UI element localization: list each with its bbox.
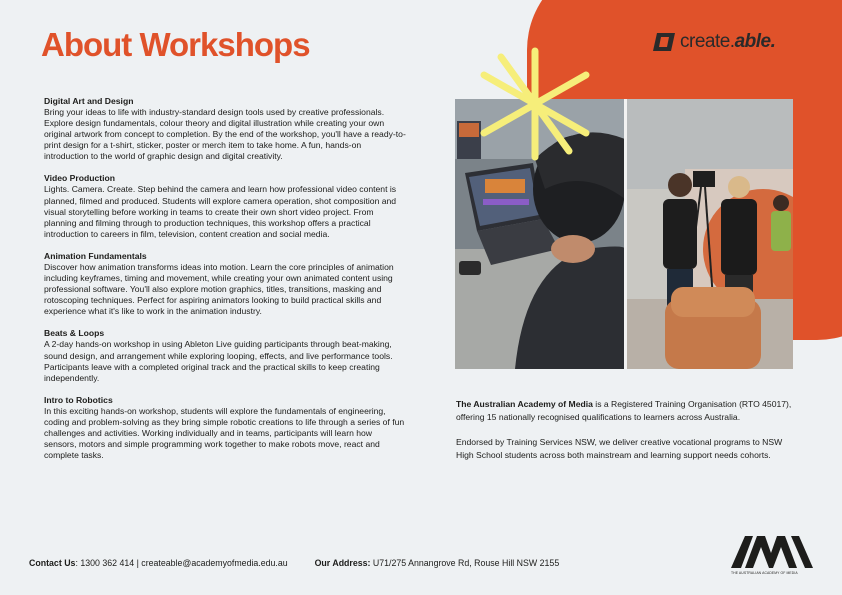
page-title: About Workshops (41, 26, 310, 63)
workshop-description: Discover how animation transforms ideas into motion. Learn the core principles of animation including keyframes, timing and movement, while creating your own animated content using professional software. You'll also explore motion graphics, titles, transitions, masking and rotoscoping techniques. Perfect for aspiring animators looking to build practical skills and experience what it's like to work in the animation industry. (44, 261, 394, 317)
createable-logo (652, 31, 775, 53)
starburst-decoration (476, 45, 594, 163)
workshop-item (44, 251, 406, 317)
academy-intro (456, 398, 796, 424)
workshop-item (44, 96, 406, 162)
workshop-list (44, 96, 406, 472)
logo-suffix: able. (734, 31, 776, 52)
workshop-title: Digital Art and Design (44, 96, 134, 106)
academy-info (456, 398, 796, 475)
workshop-description: Lights. Camera. Create. Step behind the camera and learn how professional video content is planned, filmed and produced. Students will explore camera operation, shot composition and visual storytelling before working in teams to create their own short video project. From planning and filming through to production techniques, this workshop offers a practical introduction to careers in film, television, content creation and social media. (44, 184, 397, 239)
workshop-title: Video Production (44, 173, 115, 184)
workshop-title: Intro to Robotics (44, 394, 113, 405)
logo-prefix: create. (680, 31, 735, 52)
academy-name: The Australian Academy of Media (456, 399, 593, 409)
aam-logo-icon (731, 535, 813, 569)
workshop-title: Beats & Loops (44, 328, 105, 339)
createable-logo-icon (652, 32, 676, 52)
workshop-description: In this exciting hands-on workshop, students will explore the fundamentals of engineering, coding and problem-solving as they bring simple robotic creations to life through a series of fun challenges and activities. Working individually and in teams, participants will learn how sensors, motors and simple programming work together to make robots move, react and complete tasks. (44, 405, 405, 461)
contact-details: : 1300 362 414 | createable@academyofmedia.edu.au (75, 558, 288, 568)
workshop-item (44, 395, 406, 461)
academy-intro-text: is a Registered Training Organisation (RTO 45017), offering 15 nationally recognised qualifications to learners across Australia. (456, 399, 792, 422)
workshop-description: Bring your ideas to life with industry-standard design tools used by creative professionals. Explore design fundamentals, colour theory and digital illustration while creating your own original artwork from concept to completion. By the end of the workshop, you'll have a ready-to-print design for a t-shirt, sticker, poster or merch item to take home. A fun, hands-on introduction to the world of graphic design and digital creativity. (44, 107, 406, 162)
workshop-item (44, 173, 406, 239)
address-details: U71/275 Annangrove Rd, Rouse Hill NSW 2155 (370, 558, 560, 568)
workshop-title: Animation Fundamentals (44, 250, 147, 261)
aam-logo-caption: THE AUSTRALIAN ACADEMY OF MEDIA (731, 571, 798, 575)
academy-of-media-logo (731, 535, 813, 575)
address-label: Our Address: (314, 558, 371, 568)
contact-label: Contact Us (29, 558, 76, 568)
workshop-item (44, 328, 406, 383)
footer-contact (29, 558, 559, 568)
academy-endorsement: Endorsed by Training Services NSW, we deliver creative vocational programs to NSW High School students across both mainstream and learning support needs cohorts. (456, 437, 783, 461)
workshop-description: A 2-day hands-on workshop in using Ableton Live guiding participants through beat-making, sound design, and arrangement while exploring looping, effects, and live performance tools. Participants leave with a completed original track and the practical skills to keep creating independently. (44, 339, 393, 383)
